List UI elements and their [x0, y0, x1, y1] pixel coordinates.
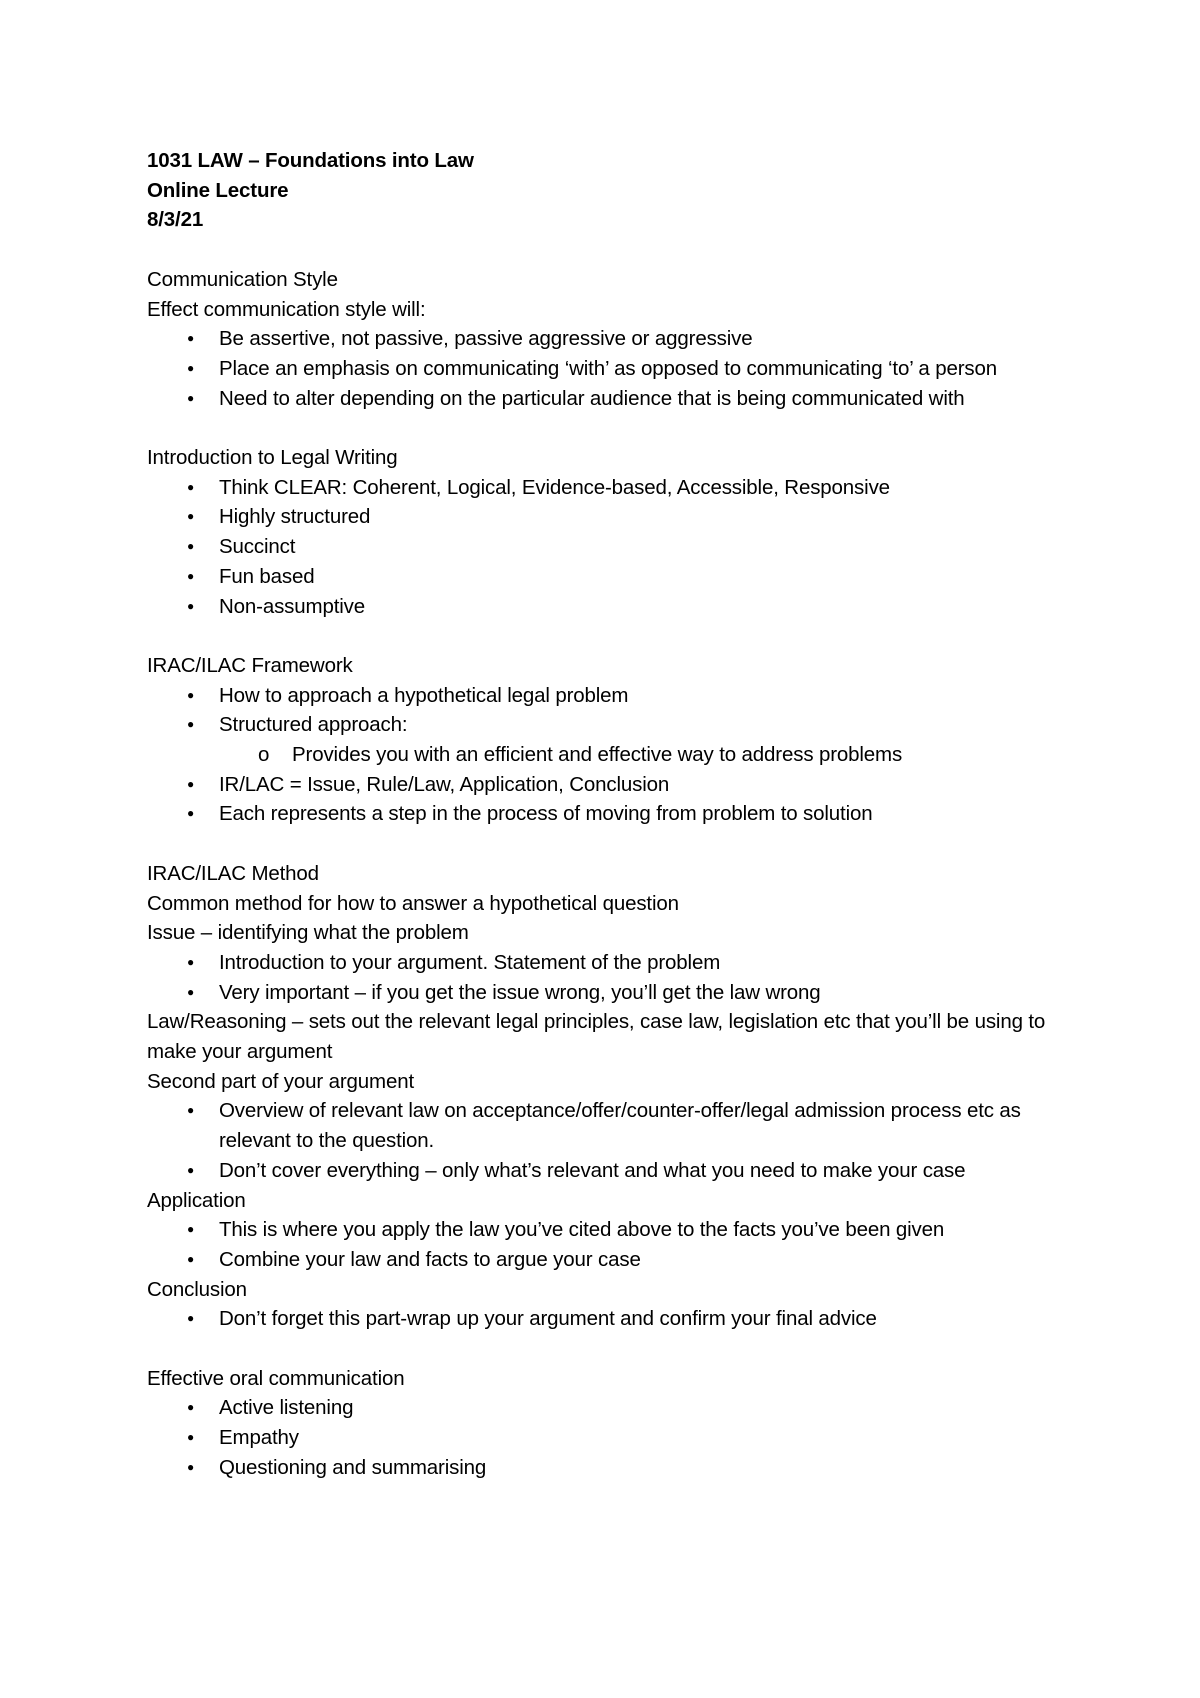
paragraph-text: Application [147, 1188, 246, 1212]
bullet-item: ● Non-assumptive [147, 592, 1087, 622]
bullet-item: ● Very important – if you get the issue wrong, you’ll get the law wrong [147, 978, 1087, 1008]
document-section [147, 443, 1087, 621]
bullet-item: ● Each represents a step in the process of moving from problem to solution [147, 799, 1087, 829]
paragraph-text: Common method for how to answer a hypothetical question [147, 891, 679, 915]
bullet-list [147, 1304, 1087, 1334]
bullet-item: ● Place an emphasis on communicating ‘with’ as opposed to communicating ‘to’ a person [147, 354, 1087, 384]
document-section [147, 265, 1087, 414]
section-heading: Introduction to Legal Writing [147, 446, 398, 469]
document-subtitle: Online Lecture [147, 178, 289, 202]
paragraph-text: Law/Reasoning – sets out the relevant legal principles, case law, legislation etc that you’ll be using to make your argument [147, 1010, 1046, 1064]
section-heading: Communication Style [147, 267, 338, 291]
bullet-item: ● Combine your law and facts to argue your case [147, 1245, 1087, 1275]
section-spacer [147, 413, 1087, 443]
document-section [147, 651, 1087, 829]
section-spacer [147, 1334, 1087, 1364]
section-heading: IRAC/ILAC Method [147, 861, 319, 885]
section-spacer [147, 829, 1087, 859]
bullet-item: ● Need to alter depending on the particular audience that is being communicated with [147, 384, 1087, 414]
paragraph-text: Second part of your argument [147, 1069, 415, 1093]
bullet-item: ● Think CLEAR: Coherent, Logical, Evidence-based, Accessible, Responsive [147, 473, 1087, 503]
bullet-list [147, 1393, 1087, 1482]
document-body [147, 235, 1087, 1482]
bullet-item: ● Don’t cover everything – only what’s relevant and what you need to make your case [147, 1156, 1087, 1186]
paragraph-text: Conclusion [147, 1277, 247, 1301]
section-heading: IRAC/ILAC Framework [147, 653, 353, 677]
bullet-item: ● Active listening [147, 1393, 1087, 1423]
bullet-item: ● Fun based [147, 562, 1087, 592]
bullet-list [147, 948, 1087, 1007]
bullet-item: ● Be assertive, not passive, passive aggressive or aggressive [147, 324, 1087, 354]
paragraph-text: Issue – identifying what the problem [147, 921, 469, 945]
bullet-item: ● Highly structured [147, 502, 1087, 532]
bullet-item: ● Don’t forget this part-wrap up your argument and confirm your final advice [147, 1304, 1087, 1334]
document-date: 8/3/21 [147, 208, 204, 232]
bullet-list [147, 324, 1087, 413]
bullet-list [147, 1096, 1087, 1185]
section-heading: Effective oral communication [147, 1366, 405, 1390]
section-spacer [147, 235, 1087, 265]
document-section [147, 859, 1087, 1334]
bullet-item: ● Overview of relevant law on acceptance/offer/counter-offer/legal admission process etc as relevant to the question. [147, 1096, 1087, 1155]
bullet-item: ● This is where you apply the law you’ve cited above to the facts you’ve been given [147, 1215, 1087, 1245]
sub-bullet-item: o Provides you with an efficient and effective way to address problems [147, 740, 1087, 770]
bullet-item: ● Introduction to your argument. Statement of the problem [147, 948, 1087, 978]
bullet-item: ● Questioning and summarising [147, 1453, 1087, 1483]
bullet-item: ● Structured approach: [147, 710, 1087, 740]
bullet-item: ● How to approach a hypothetical legal problem [147, 681, 1087, 711]
paragraph-text: Effect communication style will: [147, 297, 426, 321]
bullet-list [147, 473, 1087, 622]
bullet-list [147, 1215, 1087, 1274]
bullet-item: ● Empathy [147, 1423, 1087, 1453]
document-section [147, 1364, 1087, 1483]
bullet-item: ● IR/LAC = Issue, Rule/Law, Application, Conclusion [147, 770, 1087, 800]
document-page [147, 146, 1087, 1483]
bullet-list [147, 681, 1087, 830]
section-spacer [147, 621, 1087, 651]
document-title: 1031 LAW – Foundations into Law [147, 149, 474, 172]
bullet-item: ● Succinct [147, 532, 1087, 562]
